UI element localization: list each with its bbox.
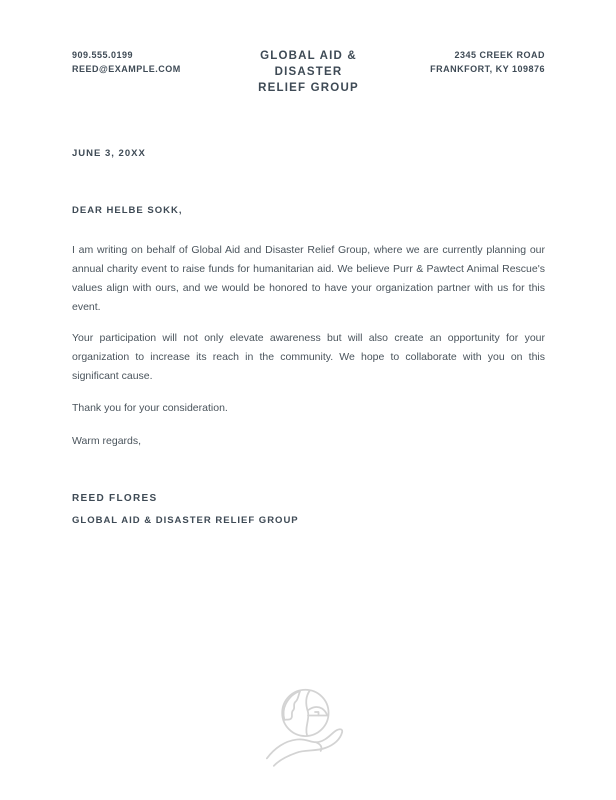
organization-title (232, 48, 385, 96)
letter-date: JUNE 3, 20XX (72, 148, 146, 159)
letterhead-contact (72, 48, 232, 76)
globe-in-hand-icon (264, 684, 352, 768)
organization-title-line2: RELIEF GROUP (258, 82, 359, 94)
signature-name: REED FLORES (72, 493, 158, 504)
phone-number: 909.555.0199 (72, 50, 134, 60)
email-address: REED@EXAMPLE.COM (72, 64, 181, 74)
organization-title-line1: GLOBAL AID & DISASTER (260, 50, 357, 78)
signature-organization: GLOBAL AID & DISASTER RELIEF GROUP (72, 515, 299, 526)
city-state-zip: FRANKFORT, KY 109876 (430, 64, 545, 74)
street-address: 2345 CREEK ROAD (454, 50, 545, 60)
body-paragraph-3: Thank you for your consideration. (72, 402, 228, 414)
letterhead (72, 48, 545, 96)
body-paragraph-2: Your participation will not only elevate awareness but will also create an opportunity for your organization to increase its reach in the community. We hope to collaborate with you on this significant cause. (72, 332, 545, 382)
salutation: DEAR HELBE SOKK, (72, 205, 183, 216)
body-paragraph-1: I am writing on behalf of Global Aid and Disaster Relief Group, where we are currently planning our annual charity event to raise funds for humanitarian aid. We believe Purr & Pawtect Animal Rescue's values align with ours, and we would be honored to have your organization partner with us for this event. (72, 244, 545, 313)
closing-phrase: Warm regards, (72, 435, 142, 447)
letterhead-address (385, 48, 545, 76)
